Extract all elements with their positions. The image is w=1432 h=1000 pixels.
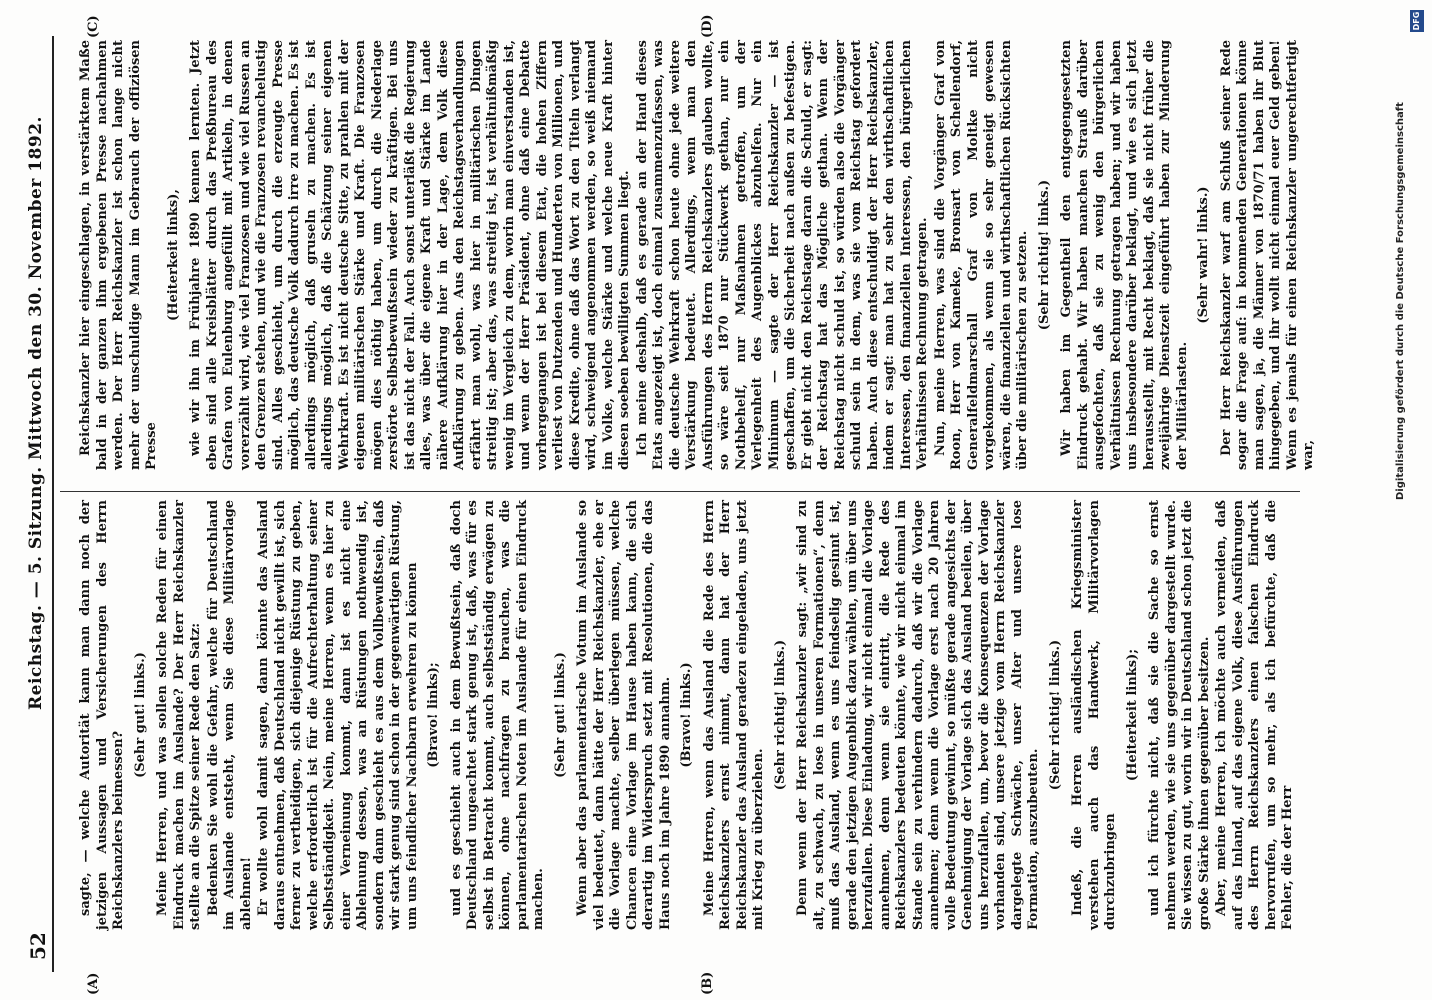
paragraph: Aber, meine Herren, ich möchte auch vermeiden, daß auf das Inland, auf das eigene Volk, diese Ausführungen des Herrn Reichskanzlers einen falschen Eindruck hervorrufen, um so mehr, als ich befürchte, daß die Fehler, die der Herr <box>1214 500 1295 930</box>
margin-mark-a: (A) <box>86 972 101 995</box>
left-column <box>78 500 1295 930</box>
margin-mark-b: (B) <box>700 971 715 995</box>
digitization-credit: Digitalisierung gefördert durch die Deutsche Forschungsgemeinschaft <box>1395 102 1406 500</box>
reaction-note: (Bravo! links); <box>426 662 441 768</box>
paragraph: Ich meine deshalb, daß es gerade an der Hand dieses Etats angezeigt ist, doch einmal zusammenzufassen, was die deutsche Wehrkraft schon heute ohne jede weitere Verstärkung bedeutet. Allerdings, wenn man den Ausführungen des Herrn Reichskanzlers glauben wollte, so wäre seit 1870 nur Stückwerk gethan, nur ein Nothbehelf, nur Maßnahmen getroffen, um der Verlegenheit des Augenblickes abzuhelfen. Nur ein Minimum — sagte der Herr Reichskanzler — ist geschaffen, um die Sicherheit nach außen zu befestigen. Er giebt nicht den Reichstage daran die Schuld, er sagt: der Reichstag hat das Mögliche gethan. Wenn der Reichstag nicht schuld ist, so würden also die Vorgänger schuld sein in dem, was sie vom Reichstag gefordert haben. Auch diese entschuldigt der Herr Reichskanzler, indem er sagt: man hat zu sehr den wirthschaftlichen Interessen, den finanziellen Interessen, den bürgerlichen Verhältnissen Rechnung getragen. <box>634 40 930 470</box>
paragraph: Reichskanzler hier eingeschlagen, in verstärktem Maße bald in der ganzen ihm ergebenen Presse nachahmen werden. Der Herr Reichskanzler ist schon lange nicht mehr der unschuldige Mann im Gebrauch der offiziösen Presse <box>78 40 159 470</box>
margin-mark-c: (C) <box>86 15 101 38</box>
paragraph: Er wollte wohl damit sagen, dann könnte das Ausland daraus entnehmen, daß Deutschland nicht gewillt ist, sich ferner zu vertheidigen, sich diejenige Rüstung zu geben, welche erforderlich ist für die Aufrechterhaltung seiner Selbstständigkeit. Nein, meine Herren, wenn es hier zu einer Verneinung kommt, dann ist es nicht eine Ablehnung dessen, was an Rüstungen nothwendig ist, sondern dann geschieht es aus dem Vollbewußtsein, daß wir stark genug sind schon in der gegenwärtigen Rüstung, um uns feindlicher Nachbarn erwehren zu können <box>256 500 420 930</box>
paragraph: Nun, meine Herren, was sind die Vorgänger Graf von Roon, Herr von Kameke, Bronsart von Schellendorf, Generalfeldmarschall Graf von Moltke nicht vorgekommen, als wenn sie so sehr geneigt gewesen wären, die finanziellen und wirthschaftlichen Rücksichten über die militärischen zu setzen. <box>932 40 1030 470</box>
paragraph: und ich fürchte nicht, daß sie die Sache so ernst nehmen werden, wie sie uns gegenüber dargestellt wurde. Sie wissen zu gut, worin wir in Deutschland schon jetzt die große Stärke ihnen gegenüber besitzen. <box>1147 500 1212 930</box>
right-column <box>78 39 1316 470</box>
header-title: Reichstag. — 5. Sitzung. Mittwoch den 30. November 1892. <box>26 116 46 710</box>
column-divider <box>60 491 1300 492</box>
header-rule <box>52 36 54 972</box>
reaction-note: (Bravo! links.) <box>679 662 694 768</box>
paragraph: Bedenken Sie wohl die Gefahr, welche für Deutschland im Auslande entsteht, wenn Sie diese Militärvorlage ablehnen! <box>205 500 254 930</box>
paragraph: Denn wenn der Herr Reichskanzler sagt: „wir sind zu alt, zu schwach, zu lose in unseren Formationen“, denn muß das Ausland, wenn es uns feindselig gesinnt ist, gerade den jetzigen Augenblick dazu wählen, um über uns herzufallen. Diese Einladung, wir nicht einmal die Vorlage annehmen, denn wenn sie eintritt, die Rede des Reichskanzlers bedeuten könnte, wie wir nicht einmal im Stande sein zu verhindern dadurch, daß wir die Vorlage annehmen; denn wenn die Vorlage erst nach 20 Jahren volle Bedeutung gewinnt, so müßte gerade angesichts der Genehmigung der Vorlage sich das Ausland beeilen, über uns herzufallen, um, bevor die Konsequenzen der Vorlage vorhanden sind, unsere jetzige vom Herrn Reichskanzler dargelegte Schwäche, unser Alter und unsere lose Formation, auszubeuten. <box>795 500 1041 930</box>
reaction-note: (Sehr richtig! links.) <box>1047 639 1063 791</box>
reaction-note: (Sehr gut! links.) <box>132 652 148 778</box>
dfg-logo: DFG <box>1410 10 1424 32</box>
paragraph: Der Herr Reichskanzler warf am Schluß seiner Rede sogar die Frage auf: in kommenden Generationen könne man sagen, ja, die Männer von 1870/71 haben ihr Blut hingegeben, und ihr wollt nicht einmal euer Geld geben! Wenn es jemals für einen Reichskanzler ungerechtfertigt war, <box>1218 40 1316 470</box>
reaction-note: (Sehr wahr! links.) <box>1196 186 1211 324</box>
paragraph: Meine Herren, wenn das Ausland die Rede des Herrn Reichskanzlers ernst nimmt, dann hat der Herr Reichskanzler das Ausland geradezu eingeladen, uns jetzt mit Krieg zu überziehen. <box>701 500 766 930</box>
reaction-note: (Sehr richtig! links.) <box>772 639 788 791</box>
paragraph: Meine Herren, und was sollen solche Reden für einen Eindruck machen im Auslande? Der Herr Reichskanzler stellte an die Spitze seiner Rede den Satz: <box>155 500 203 930</box>
paragraph: wie wir ihn im Frühjahre 1890 kennen lernten. Jetzt eben sind alle Kreisblätter durch das Preßbureau des Grafen von Eulenburg angefüllt mit Artikeln, in denen vorerzählt wird, wie viel Franzosen und wie viel Russen an den Grenzen stehen, und wie die Franzosen revanchelustig sind. Alles geschieht, um durch die erzeugte Presse möglich, das deutsche Volk dadurch irre zu machen. Es ist allerdings möglich, daß gruseln zu machen. Es ist allerdings möglich, daß die Schätzung seiner eigenen Wehrkraft. Es ist nicht deutsche Sitte, zu prahlen mit der eigenen militärischen Stärke und Kraft. Die Franzosen mögen dies nöthig haben, um durch die Niederlage zerstörte Selbstbewußtsein wieder zu kräftigen. Bei uns ist das nicht der Fall. Auch sonst unterläßt die Regierung alles, was über die eigene Kraft und Stärke im Lande nähere Aufklärung hier in der Lage, dem Volk diese Aufklärung zu geben. Aus den Reichstagsverhandlungen erfährt man wohl, was hier in militärischen Dingen streitig ist; aber das, was streitig ist, ist verhältnißmäßig wenig im Vergleich zu dem, worin man einverstanden ist, und wenn der Herr Präsident, ohne daß eine Debatte vorhergegangen ist bei diesem Etat, die hohen Ziffern verliest von Dutzenden und Hunderten von Millionen, und diese Kredite, ohne daß das Wort zu den Titeln verlangt wird, schweigend angenommen werden, so weiß niemand im Volke, welche Stärke und welche neue Kraft hinter diesen soeben bewilligten Summen liegt. <box>188 39 632 470</box>
paragraph: Indeß, die Herren ausländischen Kriegsminister verstehen auch das Handwerk, Militärvorlagen durchzubringen <box>1070 500 1118 930</box>
page-number: 52 <box>26 932 50 960</box>
reaction-note: (Sehr richtig! links.) <box>1036 179 1052 331</box>
running-header <box>16 0 50 1000</box>
reaction-note: (Heiterkeit links), <box>165 189 181 321</box>
reaction-note: (Sehr gut! links.) <box>552 652 568 778</box>
reaction-note: (Heiterkeit links); <box>1124 648 1140 782</box>
margin-mark-d: (D) <box>700 14 715 38</box>
paragraph: sagte, — welche Autorität kann man dann noch der jetzigen Aussagen und Versicherungen des Herrn Reichskanzlers beimessen? <box>78 500 126 930</box>
paragraph: Wir haben im Gegentheil den entgegengesetzten Eindruck gehabt. Wir haben manchen Strauß darüber ausgefochten, daß sie zu wenig den bürgerlichen Verhältnissen Rechnung getragen haben; und wir haben uns insbesondere darüber beklagt, und wie es sich jetzt herausstellt, mit Recht beklagt, daß sie nicht früher die zweijährige Dienstzeit eingeführt haben zur Minderung der Militärlasten. <box>1059 40 1190 470</box>
paragraph: und es geschieht auch in dem Bewußtsein, daß doch Deutschland ungeachtet stark genug ist, daß, was für es selbst in Betracht kommt, auch selbstständig erwägen zu können, ohne nachfragen zu brauchen, was die parlamentarischen Noten im Auslande für einen Eindruck machen. <box>448 500 546 930</box>
paragraph: Wenn aber das parlamentarische Votum im Auslande so viel bedeutet, dann hätte der Herr Reichskanzler, ehe er die Vorlage machte, selber überlegen müssen, welche Chancen eine Vorlage im Hause haben kann, die sich derartig im Widerspruch setzt mit Resolutionen, die das Haus noch im Jahre 1890 annahm. <box>575 500 673 930</box>
